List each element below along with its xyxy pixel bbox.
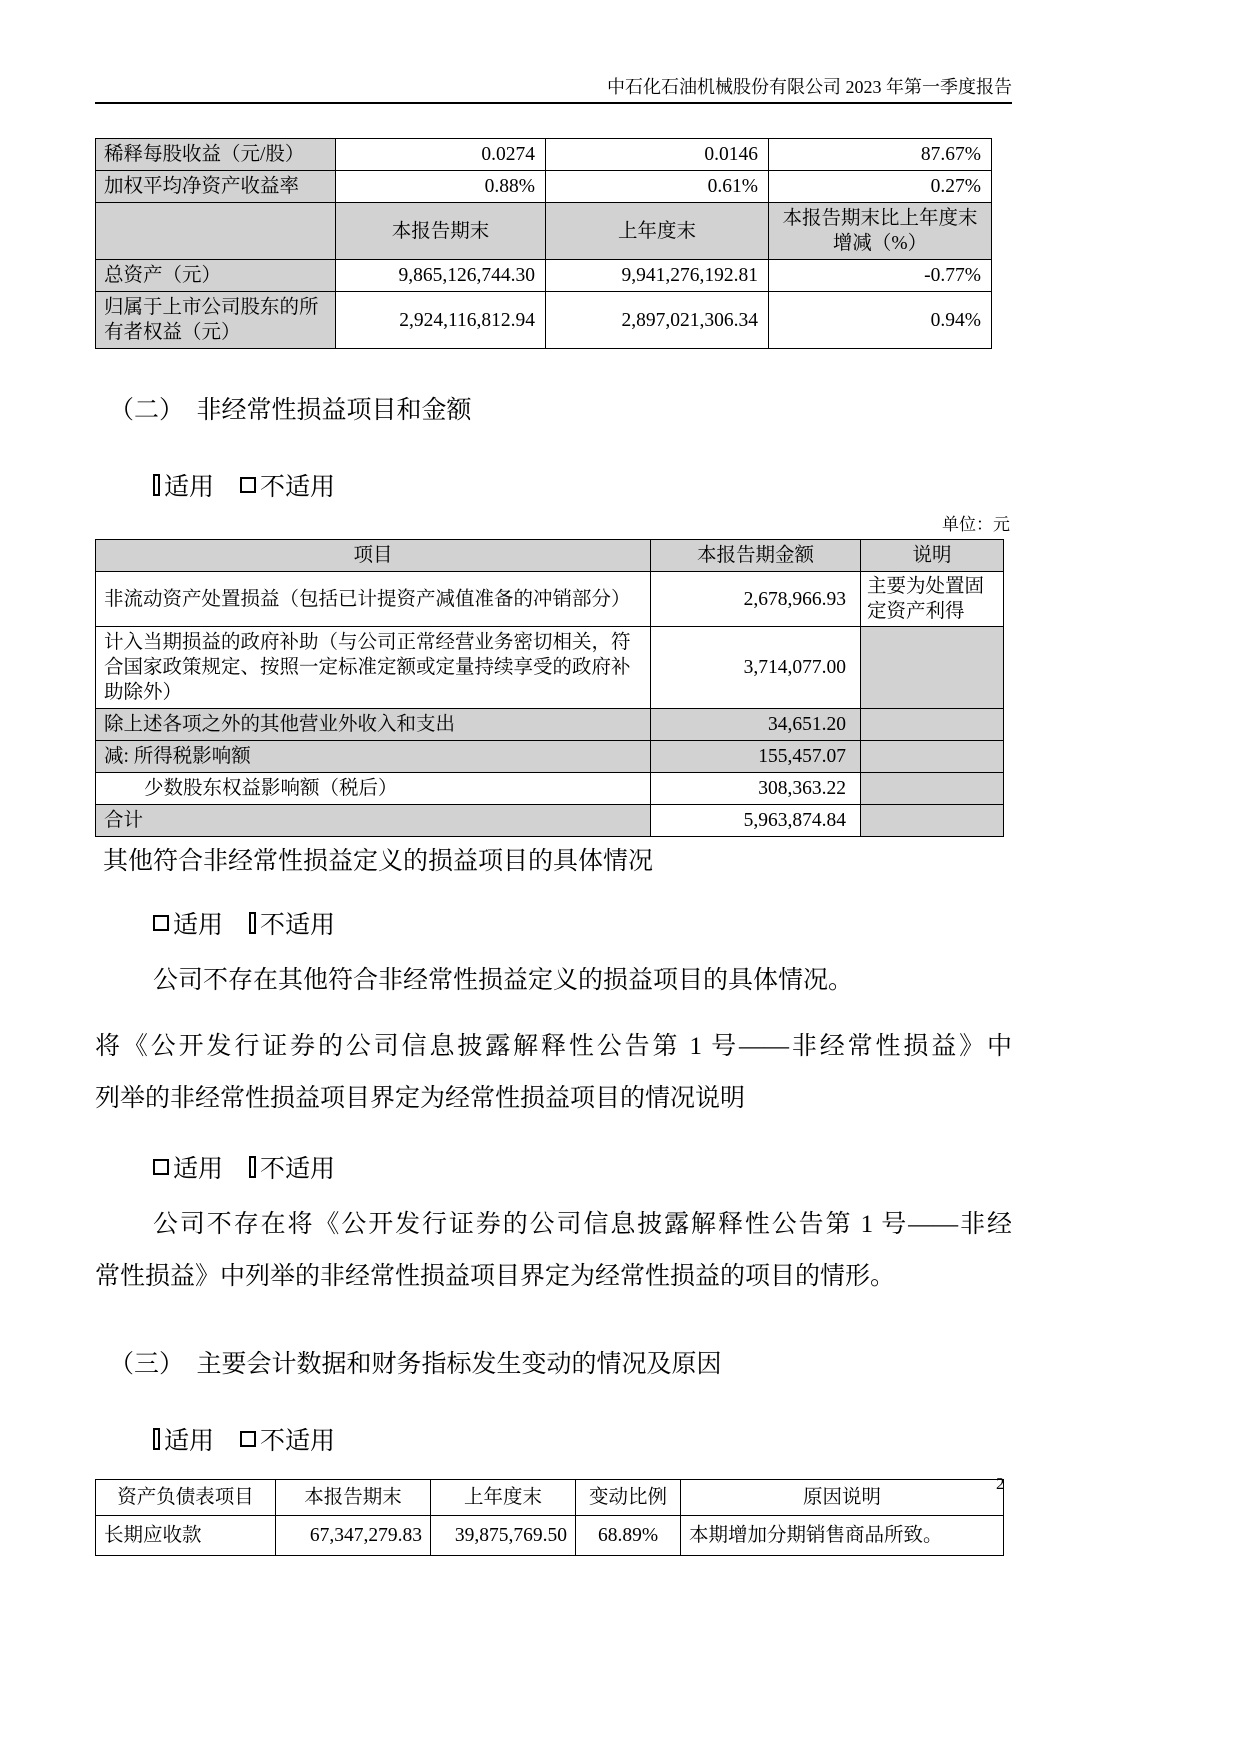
note-cell [861, 709, 1004, 741]
key-indicators-table [95, 138, 992, 349]
table-header-row [96, 1480, 1004, 1516]
page-number: 2 [996, 1474, 1005, 1493]
item-cell: 减: 所得税影响额 [96, 741, 651, 773]
current-value-cell: 9,865,126,744.30 [336, 260, 546, 292]
total-label-cell: 合计 [96, 805, 651, 837]
column-header: 本报告期金额 [651, 540, 861, 572]
prior-value-cell: 2,897,021,306.34 [546, 292, 769, 349]
checkbox-unchecked-icon [153, 915, 169, 931]
applicable-label: 适用 [164, 1428, 215, 1455]
paragraph-define-line2: 列举的非经常性损益项目界定为经常性损益项目的情况说明 [95, 1085, 746, 1112]
current-value-cell: 0.88% [336, 171, 546, 203]
applicable-label: 适用 [173, 912, 224, 939]
column-header: 说明 [861, 540, 1004, 572]
current-value-cell: 0.0274 [336, 139, 546, 171]
table-row [96, 572, 1004, 627]
paragraph-not-exist-line1: 公司不存在将《公开发行证券的公司信息披露解释性公告第 1 号——非经 [153, 1211, 1012, 1238]
paragraph-no-other-items: 公司不存在其他符合非经常性损益定义的损益项目的具体情况。 [153, 967, 854, 994]
applicability-line [153, 467, 1012, 503]
checkbox-checked-icon [153, 474, 160, 496]
checkbox-checked-icon [153, 1428, 160, 1450]
header-title: 中石化石油机械股份有限公司 2023 年第一季度报告 [607, 77, 1012, 97]
note-cell [861, 805, 1004, 837]
metric-label-cell: 加权平均净资产收益率 [96, 171, 336, 203]
not-applicable-option [240, 467, 335, 503]
column-header: 变动比例 [576, 1480, 681, 1516]
note-cell: 主要为处置固定资产利得 [861, 572, 1004, 627]
change-ratio-cell: 68.89% [576, 1516, 681, 1556]
column-header: 本报告期末 [336, 203, 546, 260]
table-header-row [96, 203, 992, 260]
not-applicable-option [249, 1149, 335, 1185]
not-applicable-label: 不适用 [260, 1156, 336, 1183]
not-applicable-label: 不适用 [260, 912, 336, 939]
paragraph-define-line1: 将《公开发行证券的公司信息披露解释性公告第 1 号——非经常性损益》中 [95, 1033, 1012, 1060]
applicable-option [153, 905, 223, 941]
page-content [95, 0, 1012, 1556]
metric-label-cell: 总资产（元） [96, 260, 336, 292]
table-row [96, 627, 1004, 709]
applicability-line [153, 1421, 1012, 1457]
table-header-row [96, 540, 1004, 572]
note-cell [861, 773, 1004, 805]
metric-label-cell: 归属于上市公司股东的所有者权益（元） [96, 292, 336, 349]
table-row [96, 773, 1004, 805]
applicable-label: 适用 [164, 474, 215, 501]
metric-label-cell: 稀释每股收益（元/股） [96, 139, 336, 171]
item-cell: 长期应收款 [96, 1516, 276, 1556]
item-cell: 少数股东权益影响额（税后） [96, 773, 651, 805]
item-cell: 计入当期损益的政府补助（与公司正常经营业务密切相关，符合国家政策规定、按照一定标准定额或定量持续享受的政府补助除外） [96, 627, 651, 709]
total-amount-cell: 5,963,874.84 [651, 805, 861, 837]
applicable-option [153, 467, 214, 503]
change-value-cell: 87.67% [769, 139, 992, 171]
column-header: 原因说明 [681, 1480, 1004, 1516]
column-header: 本报告期末比上年度末增减（%） [769, 203, 992, 260]
prior-value-cell: 0.0146 [546, 139, 769, 171]
amount-cell: 34,651.20 [651, 709, 861, 741]
applicable-option [153, 1421, 214, 1457]
current-value-cell: 2,924,116,812.94 [336, 292, 546, 349]
checkbox-unchecked-icon [240, 1431, 256, 1447]
table-row [96, 741, 1004, 773]
checkbox-unchecked-icon [240, 477, 256, 493]
applicability-line [153, 905, 1012, 941]
note-cell [861, 741, 1004, 773]
non-recurring-items-table [95, 539, 1004, 837]
table-row [96, 171, 992, 203]
item-cell: 除上述各项之外的其他营业外收入和支出 [96, 709, 651, 741]
balance-sheet-changes-table [95, 1479, 1004, 1556]
change-value-cell: -0.77% [769, 260, 992, 292]
table-row [96, 260, 992, 292]
applicable-option [153, 1149, 223, 1185]
unit-label: 单位：元 [942, 515, 1010, 534]
checkbox-checked-icon [249, 912, 256, 934]
amount-cell: 308,363.22 [651, 773, 861, 805]
empty-header-cell [96, 203, 336, 260]
amount-cell: 3,714,077.00 [651, 627, 861, 709]
column-header: 上年度末 [431, 1480, 576, 1516]
reason-cell: 本期增加分期销售商品所致。 [681, 1516, 1004, 1556]
section3-title: （三） 主要会计数据和财务指标发生变动的情况及原因 [109, 1351, 722, 1378]
section2-title: （二） 非经常性损益项目和金额 [109, 397, 472, 424]
change-value-cell: 0.27% [769, 171, 992, 203]
column-header: 上年度末 [546, 203, 769, 260]
change-value-cell: 0.94% [769, 292, 992, 349]
amount-cell: 155,457.07 [651, 741, 861, 773]
table-row [96, 709, 1004, 741]
applicable-label: 适用 [173, 1156, 224, 1183]
not-applicable-option [249, 905, 335, 941]
current-value-cell: 67,347,279.83 [276, 1516, 431, 1556]
applicability-line [153, 1149, 1012, 1185]
other-items-title: 其他符合非经常性损益定义的损益项目的具体情况 [103, 848, 654, 875]
prior-value-cell: 9,941,276,192.81 [546, 260, 769, 292]
table-row [96, 139, 992, 171]
column-header: 项目 [96, 540, 651, 572]
prior-value-cell: 39,875,769.50 [431, 1516, 576, 1556]
paragraph-not-exist-line2: 常性损益》中列举的非经常性损益项目界定为经常性损益的项目的情形。 [95, 1263, 896, 1290]
checkbox-checked-icon [249, 1156, 256, 1178]
checkbox-unchecked-icon [153, 1159, 169, 1175]
column-header: 资产负债表项目 [96, 1480, 276, 1516]
prior-value-cell: 0.61% [546, 171, 769, 203]
table-row [96, 292, 992, 349]
document-header [95, 0, 1012, 104]
item-cell: 非流动资产处置损益（包括已计提资产减值准备的冲销部分） [96, 572, 651, 627]
column-header: 本报告期末 [276, 1480, 431, 1516]
table-row [96, 1516, 1004, 1556]
not-applicable-label: 不适用 [260, 474, 336, 501]
not-applicable-option [240, 1421, 335, 1457]
amount-cell: 2,678,966.93 [651, 572, 861, 627]
note-cell [861, 627, 1004, 709]
not-applicable-label: 不适用 [260, 1428, 336, 1455]
table-total-row [96, 805, 1004, 837]
